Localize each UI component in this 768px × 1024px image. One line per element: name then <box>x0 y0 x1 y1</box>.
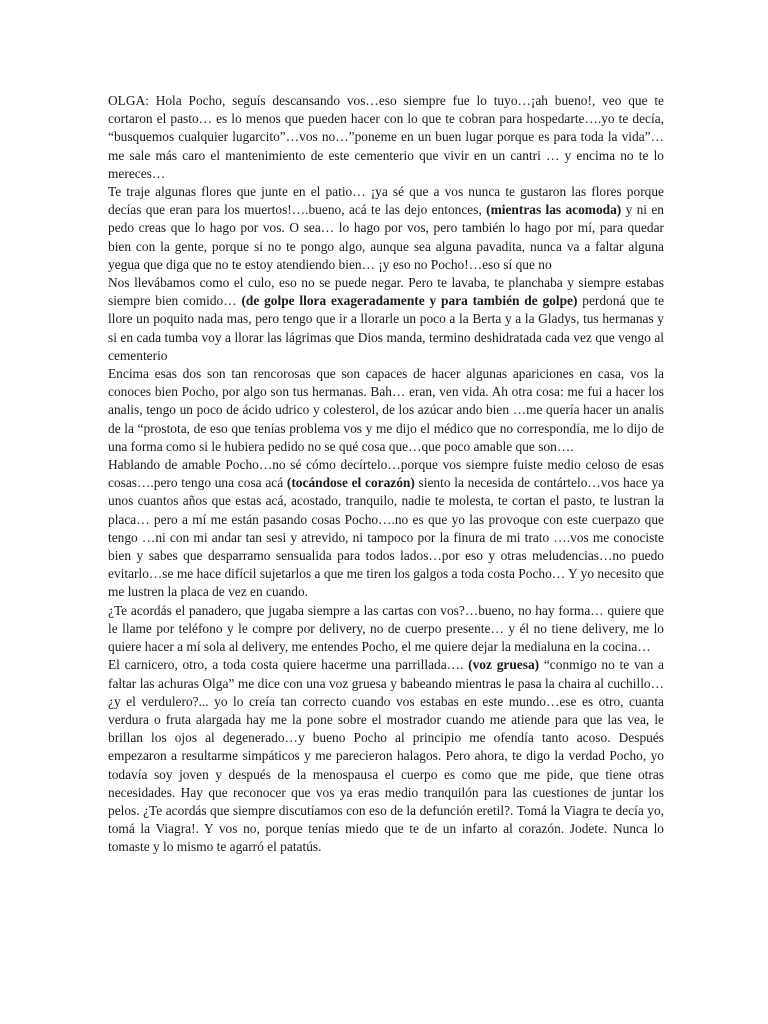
paragraph: Te traje algunas flores que junte en el patio… ¡ya sé que a vos nunca te gustaron las flores porque decías que eran para los muertos!….bueno, acá te las dejo entonces, (mientras las acomoda) y ni en pedo creas que lo hago por vos. O sea… lo hago por vos, pero también lo hago por mí, para quedar bien con la gente, porque si no te pongo algo, aunque sea alguna pavadita, nunca va a faltar alguna yegua que diga que no te estoy atendiendo bien… ¡y eso no Pocho!…eso sí que no <box>108 184 664 272</box>
stage-direction: (mientras las acomoda) <box>486 202 622 218</box>
stage-direction: (de golpe llora exageradamente y para también de golpe) <box>241 293 578 309</box>
paragraph: Hablando de amable Pocho…no sé cómo decírtelo…porque vos siempre fuiste medio celoso de esas cosas….pero tengo una cosa acá (tocándose el corazón) siento la necesida de contártelo…vos hace ya unos cuantos años que estas acá, acostado, tranquilo, nadie te molesta, te cortan el pasto, te lustran la placa… pero a mí me están pasando cosas Pocho….no es que yo las provoque con este cuerpazo que tengo …ni con mi andar tan sesi y atrevido, ni tampoco por la finura de mi trato ….vos me conociste bien y sabes que desparramo sensualida para todos lados…por eso y otras meludencias…no puedo evitarlo…se me hace difícil sujetarlos a que me tiren los galgos a toda costa Pocho… Y yo necesito que me lustren la placa de vez en cuando. <box>108 457 664 600</box>
paragraph: OLGA: Hola Pocho, seguís descansando vos…eso siempre fue lo tuyo…¡ah bueno!, veo que te cortaron el pasto… es lo menos que pueden hacer con lo que te cobran para hospedarte….yo te decía, “busquemos cualquier lugarcito”…vos no…”poneme en un buen lugar porque es para toda la vida”…me sale más caro el mantenimiento de este cementerio que vivir en un cantri … y encima no te lo mereces… <box>108 93 664 181</box>
paragraph: ¿Te acordás el panadero, que jugaba siempre a las cartas con vos?…bueno, no hay forma… quiere que le llame por teléfono y le compre por delivery, no de cuerpo presente… y él no tiene delivery, me lo quiere hacer a mí sola al delivery, me entendes Pocho, el me quiere dejar la medialuna en la cocina… <box>108 602 664 655</box>
document-body <box>108 92 664 857</box>
paragraph: Nos llevábamos como el culo, eso no se puede negar. Pero te lavaba, te planchaba y siempre estabas siempre bien comido… (de golpe llora exageradamente y para también de golpe) perdoná que te llore un poquito nada mas, pero tengo que ir a llorarle un poco a la Berta y a la Gladys, tus hermanas y si en cada tumba voy a llorar las lágrimas que Dios manda, termino deshidratada cada vez que vengo al cementerio <box>108 275 665 363</box>
stage-direction: (voz gruesa) <box>468 657 540 673</box>
stage-direction: (tocándose el corazón) <box>286 475 415 491</box>
paragraph: Encima esas dos son tan rencorosas que son capaces de hacer algunas apariciones en casa, vos la conoces bien Pocho, por algo son tus hermanas. Bah… eran, ven vida. Ah otra cosa: me fui a hacer los analis, tengo un poco de ácido udrico y colesterol, de los azúcar ando bien …me quería hacer un analis de la “prostota, de eso que tenías problema vos y me dijo el médico que no correspondía, me lo dijo de una forma como si le hubiera pedido no se qué cosa que…que poco amable que son…. <box>108 366 664 454</box>
paragraph: El carnicero, otro, a toda costa quiere hacerme una parrillada…. (voz gruesa) “conmigo no te van a faltar las achuras Olga” me dice con una voz gruesa y babeando mientras le pasa la chaira al cuchillo… ¿y el verdulero?... yo lo creía tan correcto cuando vos estabas en este mundo…ese es otro, cuanta verdura o fruta alargada hay me la pone sobre el mostrador cuando me atiende para que las vea, le brillan los ojos al degenerado…y bueno Pocho al principio me ofendía tanto acoso. Después empezaron a resultarme simpáticos y me parecieron halagos. Pero ahora, te digo la verdad Pocho, yo todavía soy joven y después de la menospausa el cuerpo es como que me pide, que tiene otras necesidades. Hay que reconocer que vos ya eras medio tranquilón para las cuestiones de juntar los pelos. ¿Te acordás que siempre discutíamos con eso de la defunción eretil?. Tomá la Viagra te decía yo, tomá la Viagra!. Y vos no, porque tenías miedo que te de un infarto al corazón. Jodete. Nunca lo tomaste y lo mismo te agarró el patatús. <box>108 657 664 855</box>
